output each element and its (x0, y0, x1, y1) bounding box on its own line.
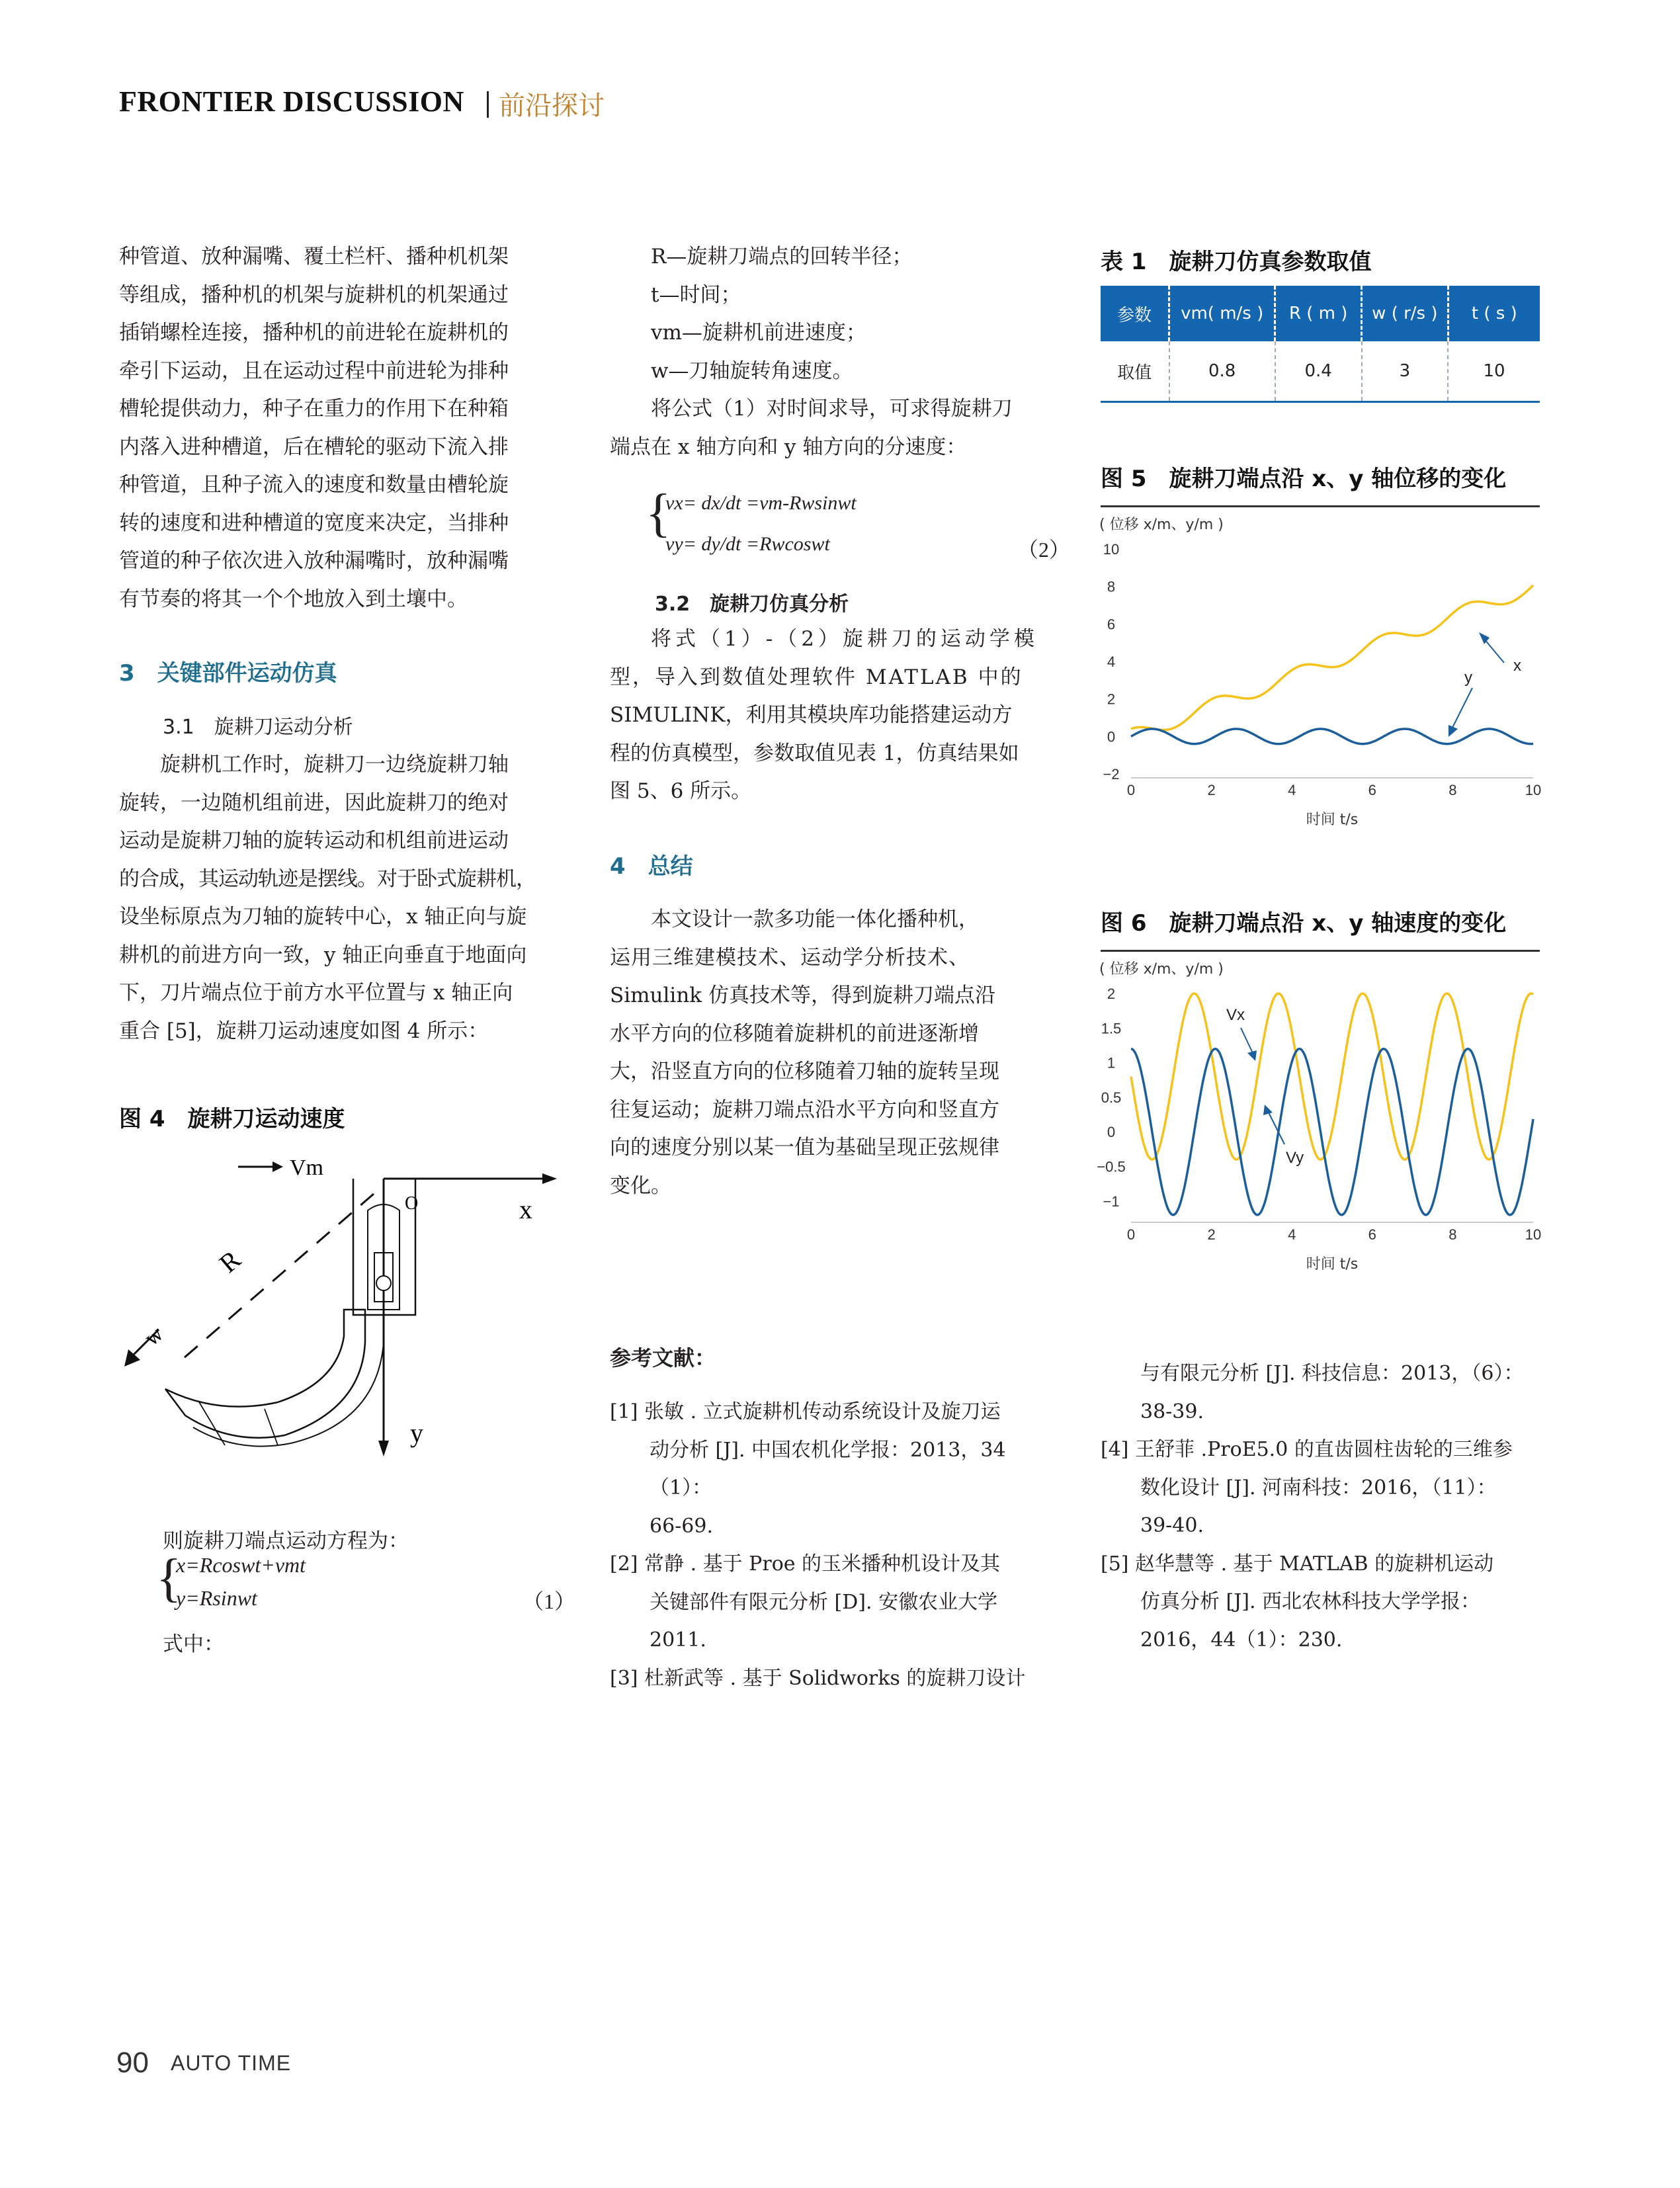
reference-line: [5] 赵华慧等 . 基于 MATLAB 的旋耕机运动 (1101, 1552, 1494, 1576)
references-continued (1101, 1355, 1550, 1659)
definition-item: t—时间； (651, 282, 741, 307)
text-line: 端点在 x 轴方向和 y 轴方向的分速度： (610, 435, 967, 459)
w-arrow-head (124, 1349, 140, 1367)
y-tick-label: 2 (1107, 691, 1116, 708)
figure-4-title: 图 4 旋耕刀运动速度 (119, 1106, 345, 1132)
y-tick-label: 10 (1103, 541, 1120, 558)
x-axis-label: 时间 t/s (1306, 812, 1359, 828)
text-line: Simulink 仿真技术等，得到旋耕刀端点沿 (610, 984, 995, 1007)
text-line: 的合成，其运动轨迹是摆线。对于卧式旋耕机， (119, 866, 536, 891)
text-line: 运用三维建模技术、运动学分析技术、 (610, 945, 970, 970)
reference-line: 与有限元分析 [J]. 科技信息：2013，（6）： (1140, 1362, 1524, 1385)
text-line: 向的速度分别以某一值为基础呈现正弦规律 (610, 1136, 999, 1159)
y-tick-label: −0.5 (1097, 1158, 1126, 1175)
reference-line: 38-39. (1140, 1400, 1204, 1423)
blade-hatch (198, 1401, 278, 1445)
knife-bolt (376, 1276, 391, 1290)
text-line: 有节奏的将其一个个地放入到土壤中。 (119, 587, 468, 611)
text-line: 将公式（1）对时间求导，可求得旋耕刀 (651, 397, 1013, 421)
equation-2-line-1: vx= dx/dt =vm-Rwsinwt (665, 492, 857, 514)
equation-intro: 则旋耕刀端点运动方程为： (163, 1529, 409, 1553)
annotation-pointer (1452, 688, 1472, 728)
reference-line: 39-40. (1140, 1514, 1204, 1537)
subsection-3-2-heading: 3.2 旋耕刀仿真分析 (655, 593, 849, 616)
definition-item: vm—旋耕机前进速度； (651, 321, 866, 345)
section-4-heading: 4 总结 (610, 853, 693, 880)
knife-blade-edge (193, 1310, 384, 1447)
text-line: 转的速度和进种槽道的宽度来决定，当排种 (119, 511, 509, 535)
y-tick-label: 1.5 (1101, 1020, 1122, 1037)
parameter-table (1101, 286, 1540, 403)
text-line: 变化。 (610, 1173, 671, 1198)
series-line-vx (1131, 993, 1533, 1159)
x-axis-head (542, 1173, 557, 1184)
annotation-pointer (1484, 639, 1504, 663)
section-3-heading: 3 关键部件运动仿真 (119, 660, 337, 687)
column-1 (119, 238, 564, 618)
section-3-2-body (610, 620, 1054, 811)
text-line: 水平方向的位移随着旋耕机的前进逐渐增 (610, 1021, 979, 1046)
text-line: 图 5、6 所示。 (610, 779, 752, 803)
table-header-cell: w ( r/s ) (1362, 286, 1449, 341)
x-axis-label: 时间 t/s (1306, 1256, 1359, 1273)
y-tick-label: 1 (1107, 1054, 1116, 1072)
text-line: 牵引下运动，且在运动过程中前进轮为排种 (119, 358, 509, 383)
figure-5-rule (1101, 505, 1540, 507)
text-line: 耕机的前进方向一致，y 轴正向垂直于地面向 (119, 943, 527, 967)
text-line: 运动是旋耕刀轴的旋转运动和机组前进运动 (119, 829, 509, 853)
table-header-row (1101, 286, 1540, 341)
page-number: 90 (116, 2046, 149, 2079)
equation-1-line-2: y=Rsinwt (176, 1586, 257, 1610)
header-divider (487, 91, 489, 118)
table-1-title: 表 1 旋耕刀仿真参数取值 (1101, 249, 1372, 275)
reference-line: [1] 张敏 . 立式旋耕机传动系统设计及旋刀运 (610, 1400, 1001, 1423)
series-line-y (1131, 729, 1533, 744)
annotation-label: y (1464, 669, 1472, 687)
x-tick-label: 6 (1368, 1226, 1376, 1243)
header-title-en: FRONTIER DISCUSSION (119, 85, 464, 118)
equation-2-number: （2） (1017, 538, 1071, 562)
y-tick-label: 8 (1107, 578, 1116, 595)
text-line: 种管道、放种漏嘴、覆土栏杆、播种机机架 (119, 245, 509, 269)
figure-5-title: 图 5 旋耕刀端点沿 x、y 轴位移的变化 (1101, 466, 1507, 492)
reference-line: [3] 杜新武等 . 基于 Solidworks 的旋耕刀设计 (610, 1666, 1026, 1690)
table-cell: 0.8 (1169, 341, 1275, 402)
y-axis-unit-label: ( 位移 x/m、y/m ) (1099, 517, 1224, 533)
references-list (610, 1393, 1060, 1697)
section-4-body (610, 901, 1054, 1205)
text-line: 程的仿真模型，参数取值见表 1，仿真结果如 (610, 741, 1019, 765)
reference-line: 2011. (650, 1628, 706, 1652)
text-line: 管道的种子依次进入放种漏嘴时，放种漏嘴 (119, 549, 509, 573)
figure-6-rule (1101, 950, 1540, 952)
y-tick-label: 0 (1107, 1124, 1116, 1141)
table-header-cell: t ( s ) (1448, 286, 1540, 341)
equation-1-line-1: x=Rcoswt+vmt (176, 1553, 306, 1577)
text-line: 往复运动；旋耕刀端点沿水平方向和竖直方 (610, 1097, 999, 1122)
x-tick-label: 8 (1449, 782, 1457, 798)
table-cell: 取值 (1101, 341, 1169, 402)
annotation-arrowhead (1263, 1105, 1273, 1115)
x-tick-label: 0 (1126, 1226, 1136, 1243)
x-tick-label: 4 (1288, 1226, 1296, 1243)
equation-2-line-2: vy= dy/dt =Rwcoswt (665, 533, 830, 555)
w-label: w (140, 1321, 168, 1351)
reference-line: 关键部件有限元分析 [D]. 安徽农业大学 (650, 1590, 998, 1614)
text-line: 内落入进种槽道，后在槽轮的驱动下流入排 (119, 435, 509, 459)
magazine-name: AUTO TIME (171, 2051, 292, 2075)
y-tick-label: −2 (1103, 766, 1120, 782)
text-line: 旋转，一边随机组前进，因此旋耕刀的绝对 (119, 790, 509, 815)
definitions-list (610, 238, 1054, 466)
vm-arrow-head (273, 1161, 283, 1172)
annotation-label: x (1513, 657, 1521, 675)
reference-line: 动分析 [J]. 中国农机化学报：2013，34（1）： (650, 1438, 1006, 1499)
reference-line: [4] 王舒菲 .ProE5.0 的直齿圆柱齿轮的三维参 (1101, 1438, 1513, 1461)
series-line-x (1131, 585, 1533, 730)
x-tick-label: 10 (1525, 782, 1542, 798)
text-line: 设坐标原点为刀轴的旋转中心，x 轴正向与旋 (119, 905, 527, 929)
header-title-cn: 前沿探讨 (499, 91, 605, 121)
text-line: 等组成，播种机的机架与旋耕机的机架通过 (119, 282, 509, 307)
y-tick-label: 0.5 (1101, 1089, 1122, 1106)
text-line: 重合 [5]，旋耕刀运动速度如图 4 所示： (119, 1019, 489, 1043)
text-line: 槽轮提供动力，种子在重力的作用下在种箱 (119, 397, 509, 421)
figure-6-title: 图 6 旋耕刀端点沿 x、y 轴速度的变化 (1101, 910, 1507, 937)
origin-label: O (405, 1193, 419, 1214)
table-cell: 3 (1362, 341, 1449, 402)
eq1-brace: { (156, 1549, 182, 1607)
knife-blade (165, 1310, 365, 1438)
y-tick-label: 0 (1107, 728, 1116, 745)
text-line: SIMULINK，利用其模块库功能搭建运动方 (610, 703, 1013, 727)
table-header-cell: 参数 (1101, 286, 1169, 341)
x-tick-label: 0 (1126, 782, 1136, 798)
equation-1-number: （1） (523, 1589, 576, 1613)
text-line: 大，沿竖直方向的位移随着刀轴的旋转呈现 (610, 1060, 999, 1083)
annotation-pointer (1241, 1028, 1253, 1053)
eq2-brace: { (646, 484, 671, 542)
x-label: x (519, 1195, 532, 1224)
text-line: 下，刀片端点位于前方水平位置与 x 轴正向 (119, 981, 513, 1005)
figure-5-chart (1094, 509, 1544, 833)
text-line: 本文设计一款多功能一体化播种机， (651, 907, 979, 931)
table-header-cell: R ( m ) (1275, 286, 1362, 341)
y-tick-label: 6 (1107, 616, 1116, 633)
figure-6-chart (1094, 954, 1544, 1278)
definition-item: R—旋耕刀端点的回转半径； (651, 245, 913, 269)
table-row (1101, 341, 1540, 402)
annotation-arrowhead (1247, 1050, 1257, 1061)
y-label: y (410, 1418, 423, 1448)
annotation-label: Vx (1226, 1006, 1245, 1024)
y-tick-label: 2 (1107, 986, 1116, 1002)
x-tick-label: 2 (1207, 1226, 1216, 1243)
text-line: 型，导入到数值处理软件 MATLAB 中的 (610, 665, 1023, 689)
shizhong-label: 式中： (163, 1632, 224, 1656)
x-tick-label: 2 (1207, 782, 1216, 798)
x-tick-label: 8 (1449, 1226, 1457, 1243)
y-tick-label: 4 (1107, 653, 1116, 670)
text-line: 插销螺栓连接，播种机的前进轮在旋耕机的 (119, 321, 509, 345)
reference-line: [2] 常静 . 基于 Proe 的玉米播种机设计及其 (610, 1552, 1001, 1576)
reference-line: 数化设计 [J]. 河南科技：2016，（11）： (1140, 1476, 1497, 1499)
x-tick-label: 6 (1368, 782, 1376, 798)
text-line: 将式（1）-（2）旋耕刀的运动学模 (651, 627, 1038, 651)
annotation-label: Vy (1286, 1149, 1304, 1167)
x-tick-label: 4 (1288, 782, 1296, 798)
subsection-3-1-heading: 3.1 旋耕刀运动分析 (163, 716, 353, 739)
x-tick-label: 10 (1525, 1226, 1542, 1243)
vm-label: Vm (290, 1156, 323, 1180)
table-header-cell: vm( m/s ) (1169, 286, 1275, 341)
y-axis-head (378, 1441, 389, 1456)
table-cell: 10 (1448, 341, 1540, 402)
table-cell: 0.4 (1275, 341, 1362, 402)
definition-item: w—刀轴旋转角速度。 (651, 358, 853, 383)
col1-paragraph (119, 238, 564, 618)
y-tick-label: −1 (1103, 1193, 1120, 1210)
text-line: 旋耕机工作时，旋耕刀一边绕旋耕刀轴 (160, 753, 509, 777)
section-3-1-body (119, 746, 564, 1050)
references-title: 参考文献： (610, 1345, 716, 1370)
y-axis-unit-label: ( 位移 x/m、y/m ) (1099, 961, 1224, 978)
radius-label: R (213, 1244, 247, 1279)
figure-4-diagram (119, 1144, 582, 1475)
reference-line: 仿真分析 [J]. 西北农林科技大学学报： (1140, 1590, 1481, 1613)
reference-line: 66-69. (650, 1514, 714, 1538)
text-line: 种管道，且种子流入的速度和数量由槽轮旋 (119, 473, 509, 497)
reference-line: 2016，44（1）：230. (1140, 1628, 1343, 1652)
